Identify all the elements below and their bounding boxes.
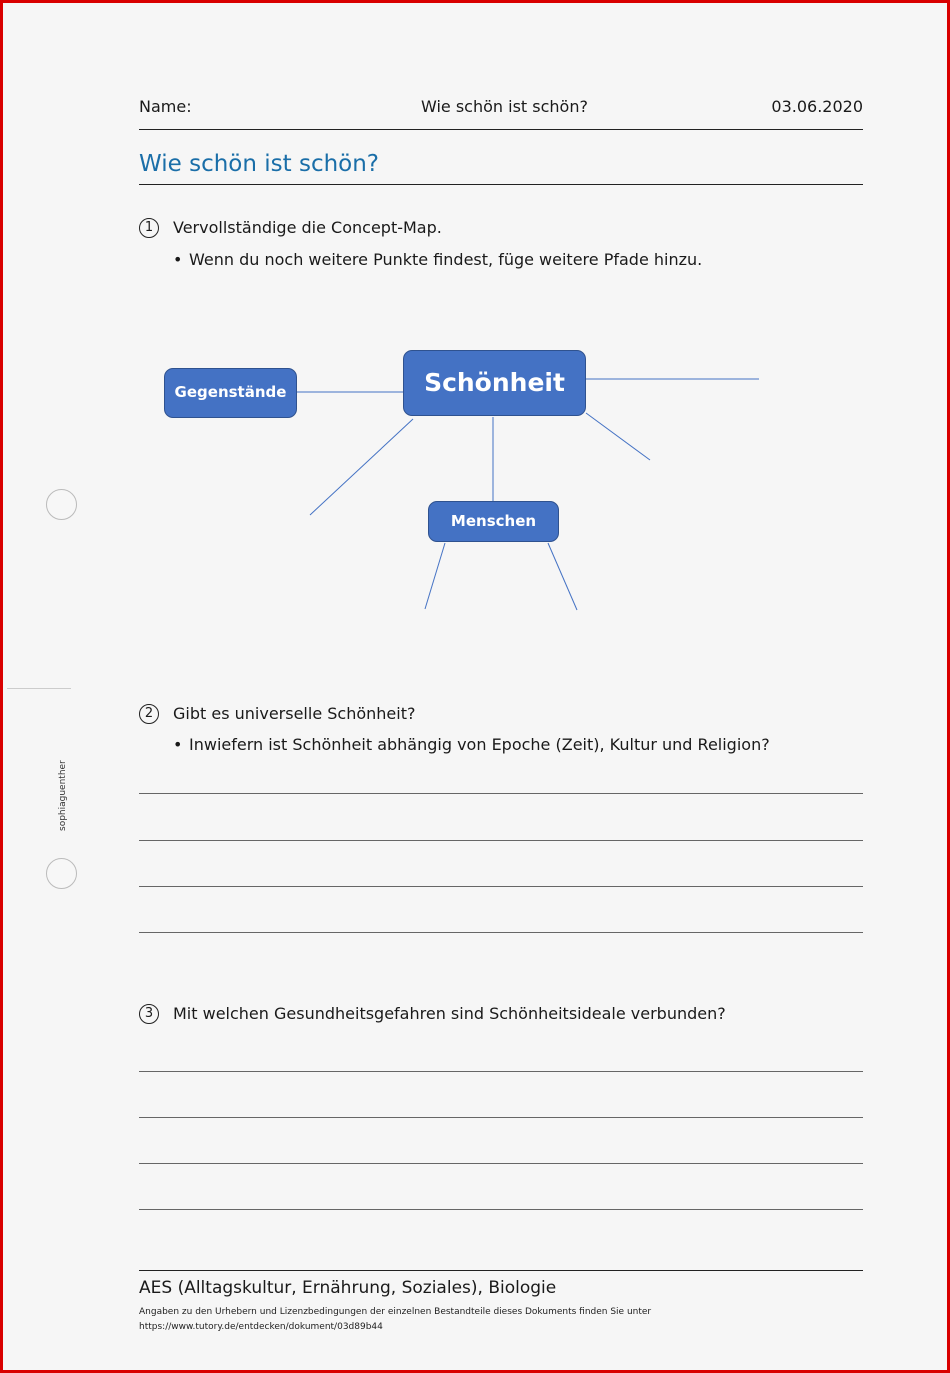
side-author-label: sophiaguenther [58, 760, 68, 831]
footer-license-text: Angaben zu den Urhebern und Lizenzbedingungen der einzelnen Bestandteile dieses Dokuments finden Sie unter [139, 1307, 652, 1317]
footer-url[interactable]: https://www.tutory.de/entdecken/dokument/03d89b44 [139, 1322, 383, 1332]
answer-line[interactable] [139, 1071, 863, 1072]
concept-node-left-label: Gegenstände [174, 383, 287, 401]
bullet-dot: • [173, 250, 183, 269]
task-1-bullet-text: Wenn du noch weitere Punkte findest, füge weitere Pfade hinzu. [189, 250, 703, 269]
footer-subject: AES (Alltagskultur, Ernährung, Soziales), Biologie [139, 1278, 557, 1298]
answer-line[interactable] [139, 840, 863, 841]
answer-line[interactable] [139, 793, 863, 794]
concept-node-bottom [428, 501, 559, 542]
header-title: Wie schön ist schön? [421, 97, 588, 116]
header-date: 03.06.2020 [771, 97, 863, 116]
task-number-1: 1 [139, 218, 159, 238]
answer-line[interactable] [139, 932, 863, 933]
punch-hole [46, 858, 77, 889]
footer-divider [139, 1270, 863, 1271]
page-title-text: Wie schön ist schön? [139, 151, 380, 177]
task-number-3: 3 [139, 1004, 159, 1024]
punch-hole [46, 489, 77, 520]
answer-line[interactable] [139, 1117, 863, 1118]
answer-line[interactable] [139, 1163, 863, 1164]
fold-mark [7, 688, 71, 689]
task-3-text: Mit welchen Gesundheitsgefahren sind Schönheitsideale verbunden? [173, 1004, 726, 1023]
link-bottom-right [548, 543, 577, 610]
concept-node-center [403, 350, 586, 416]
link-bottom-left [425, 543, 445, 609]
link-center-lower-right [586, 413, 650, 460]
link-center-lower-left [310, 419, 413, 515]
bullet-dot: • [173, 735, 183, 754]
concept-node-bottom-label: Menschen [450, 512, 537, 530]
task-2-text: Gibt es universelle Schönheit? [173, 704, 416, 723]
task-2-bullet-text: Inwiefern ist Schönheit abhängig von Epoche (Zeit), Kultur und Religion? [189, 735, 770, 754]
concept-node-center-label: Schönheit [424, 368, 565, 397]
concept-node-left [164, 368, 297, 418]
answer-line[interactable] [139, 1209, 863, 1210]
task-number-2: 2 [139, 704, 159, 724]
answer-line[interactable] [139, 886, 863, 887]
name-label: Name: [139, 97, 192, 116]
task-1-text: Vervollständige die Concept-Map. [173, 218, 442, 237]
